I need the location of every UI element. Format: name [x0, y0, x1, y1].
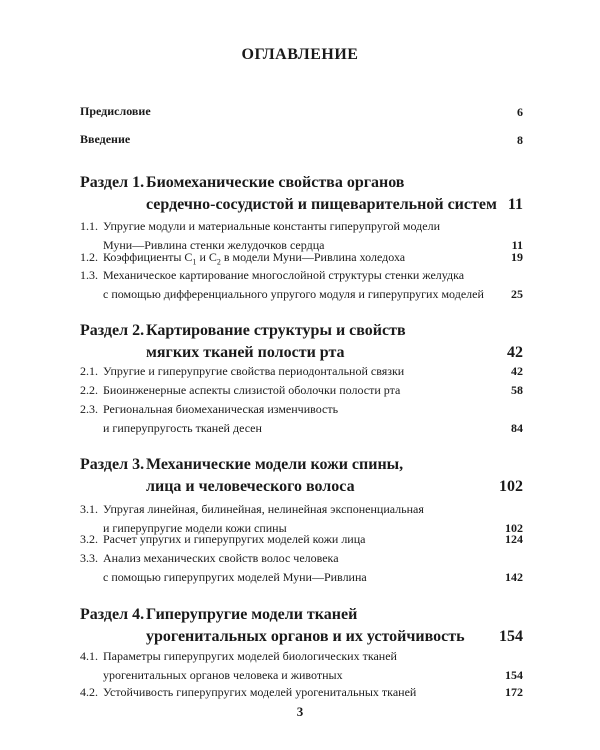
toc-entry-preface[interactable] [80, 104, 523, 120]
entry-page: 102 [505, 521, 523, 535]
entry-page: 58 [511, 383, 523, 397]
toc-entry-1-2[interactable] [80, 248, 523, 267]
section-heading-4[interactable] [80, 604, 523, 648]
section-title-line1: Картирование структуры и свойств [146, 322, 406, 339]
entry-page: 42 [511, 364, 523, 378]
entry-text-line1: Анализ механических свойств волос человека [103, 551, 339, 565]
entry-text-line1: Параметры гиперупругих моделей биологических тканей [103, 649, 397, 663]
toc-entry-2-2[interactable] [80, 381, 523, 400]
entry-text-line1: Устойчивость гиперупругих моделей урогенитальных тканей [103, 685, 417, 699]
toc-title: ОГЛАВЛЕНИЕ [241, 46, 359, 63]
entry-text-line2: с помощью дифференциального упругого модуля и гиперупругих моделей [103, 287, 484, 301]
section-label: Раздел 1. [80, 174, 145, 191]
entry-text-line2: с помощью гиперупругих моделей Муни—Ривлина [103, 570, 367, 584]
entry-number: 4.1. [80, 649, 98, 663]
section-title-line1: Биомеханические свойства органов [146, 174, 405, 191]
section-page: 154 [499, 628, 523, 645]
toc-entry-introduction[interactable] [80, 132, 523, 148]
entry-number: 3.3. [80, 551, 98, 565]
entry-text-line1: Расчет упругих и гиперупругих моделей кожи лица [103, 532, 366, 546]
section-page: 42 [507, 344, 523, 361]
entry-label: Введение [80, 132, 131, 146]
entry-page: 154 [505, 668, 523, 682]
section-heading-1[interactable] [80, 172, 523, 216]
section-label: Раздел 4. [80, 606, 145, 623]
entry-number: 3.2. [80, 532, 98, 546]
entry-number: 1.3. [80, 268, 98, 282]
entry-page: 172 [505, 685, 523, 699]
entry-number: 3.1. [80, 502, 98, 516]
entry-page: 19 [511, 250, 523, 264]
entry-text-line2: Муни—Ривлина стенки желудочков сердца [103, 238, 325, 252]
entry-text-line1: Упругие модули и материальные константы гиперупругой модели [103, 219, 441, 233]
toc-entry-2-3[interactable] [80, 400, 523, 438]
section-label: Раздел 2. [80, 322, 145, 339]
entry-number: 1.1. [80, 219, 98, 233]
entry-label: Предисловие [80, 104, 151, 118]
entry-text-line1: Механическое картирование многослойной структуры стенки желудка [103, 268, 465, 282]
entry-number: 2.3. [80, 402, 98, 416]
toc-entry-4-2[interactable] [80, 683, 523, 702]
entry-page: 124 [505, 532, 523, 546]
entry-text-part: и C [196, 250, 217, 264]
section-label: Раздел 3. [80, 456, 145, 473]
entry-page: 142 [505, 570, 523, 584]
toc-entry-4-1[interactable] [80, 647, 523, 685]
section-page: 102 [499, 478, 523, 495]
toc-entry-3-2[interactable] [80, 530, 523, 549]
toc-entry-3-3[interactable] [80, 549, 523, 587]
entry-text-line2: и гиперупругость тканей десен [103, 421, 262, 435]
entry-text-line1: Биоинженерные аспекты слизистой оболочки полости рта [103, 383, 401, 397]
entry-text-line2: и гиперупругие модели кожи спины [103, 521, 287, 535]
entry-number: 4.2. [80, 685, 98, 699]
toc-entry-2-1[interactable] [80, 362, 523, 381]
entry-page: 84 [511, 421, 523, 435]
entry-page: 25 [511, 287, 523, 301]
page-number: 3 [296, 704, 304, 719]
section-title-line2: сердечно-сосудистой и пищеварительной систем [146, 196, 497, 213]
section-title-line1: Механические модели кожи спины, [146, 456, 404, 473]
section-title-line2: урогенитальных органов и их устойчивость [146, 628, 465, 645]
entry-number: 1.2. [80, 250, 98, 264]
section-heading-2[interactable] [80, 320, 523, 364]
subscript: 1 [192, 257, 197, 267]
entry-text-line2: урогенитальных органов человека и животных [103, 668, 343, 682]
entry-text-line1: Региональная биомеханическая изменчивость [103, 402, 339, 416]
entry-page: 11 [511, 238, 523, 252]
section-page: 11 [507, 196, 523, 213]
entry-text-part: в модели Муни—Ривлина холедоха [220, 250, 406, 264]
entry-text-part: Коэффициенты C [103, 250, 193, 264]
entry-page: 8 [517, 133, 523, 147]
toc-entry-1-3[interactable] [80, 266, 523, 304]
entry-text-line1: Упругие и гиперупругие свойства периодонтальной связки [103, 364, 405, 378]
subscript: 2 [216, 257, 221, 267]
entry-number: 2.1. [80, 364, 98, 378]
section-title-line2: мягких тканей полости рта [146, 344, 345, 361]
entry-text-line1: Упругая линейная, билинейная, нелинейная экспоненциальная [103, 502, 424, 516]
section-heading-3[interactable] [80, 454, 523, 498]
entry-number: 2.2. [80, 383, 98, 397]
section-title-line2: лица и человеческого волоса [146, 478, 355, 495]
section-title-line1: Гиперупругие модели тканей [146, 606, 358, 623]
entry-page: 6 [517, 105, 523, 119]
